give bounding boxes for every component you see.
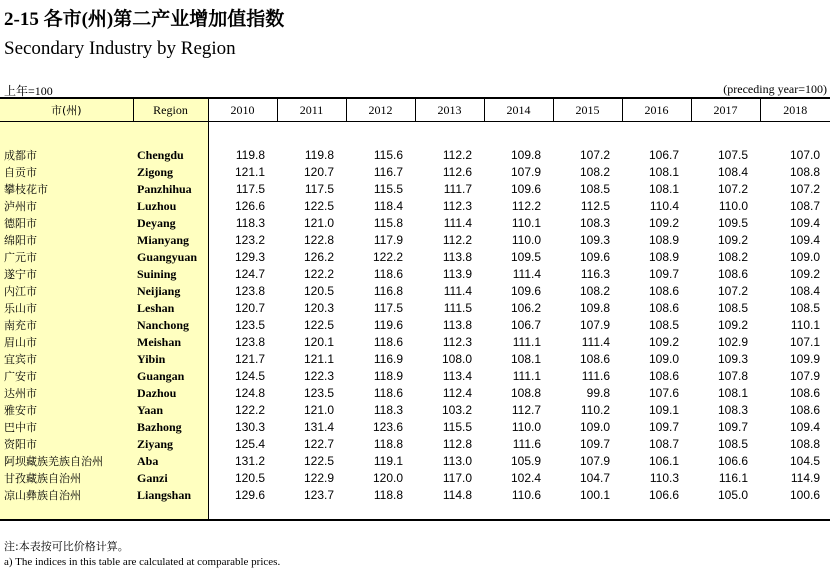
page-title-english: Secondary Industry by Region [4,38,236,59]
column-header-year: 2011 [277,98,346,122]
index-value-cell: 112.4 [442,386,472,400]
index-value-cell: 108.6 [579,352,610,366]
city-name-cn: 阿坝藏族羌族自治州 [0,453,133,470]
city-name-cn: 成都市 [0,147,133,164]
column-header-city: 市(州) [0,98,133,122]
column-header-year: 2018 [760,98,830,122]
column-header-year: 2012 [346,98,415,122]
column-header-year: 2016 [622,98,691,122]
index-value-cell: 108.6 [789,386,820,400]
index-value-cell: 113.8 [442,318,472,332]
index-value-cell: 107.1 [789,335,820,349]
table-row [0,402,830,419]
index-value-cell: 106.1 [648,454,679,468]
index-value-cell: 109.0 [789,250,820,264]
index-value-cell: 131.2 [234,454,265,468]
index-value-cell: 110.0 [511,420,541,434]
table-row [0,198,830,215]
index-value-cell: 120.7 [234,301,265,315]
index-value-cell: 105.9 [510,454,541,468]
index-value-cell: 109.2 [648,216,679,230]
region-name-en: Deyang [133,215,208,232]
index-value-cell: 108.6 [648,369,679,383]
index-value-cell: 122.3 [303,369,334,383]
table-row [0,419,830,436]
index-value-cell: 120.5 [303,284,334,298]
index-value-cell: 107.6 [648,386,679,400]
index-value-cell: 125.4 [234,437,265,451]
index-value-cell: 107.2 [789,182,820,196]
index-value-cell: 119.8 [304,148,334,162]
city-name-cn: 宜宾市 [0,351,133,368]
index-value-cell: 109.4 [789,216,820,230]
index-value-cell: 120.3 [303,301,334,315]
index-value-cell: 109.5 [510,250,541,264]
city-name-cn: 自贡市 [0,164,133,181]
index-value-cell: 115.5 [442,420,472,434]
index-value-cell: 108.3 [579,216,610,230]
index-value-cell: 111.1 [512,369,541,383]
index-value-cell: 110.1 [511,216,541,230]
index-value-cell: 122.5 [303,199,334,213]
table-row [0,487,830,504]
index-value-cell: 107.0 [789,148,820,162]
index-value-cell: 117.5 [304,182,334,196]
index-value-cell: 116.1 [718,471,748,485]
index-value-cell: 108.7 [648,437,679,451]
page-title-chinese: 2-15 各市(州)第二产业增加值指数 [4,9,285,30]
city-name-cn: 南充市 [0,317,133,334]
city-name-cn: 广安市 [0,368,133,385]
index-value-cell: 131.4 [303,420,334,434]
city-name-cn: 巴中市 [0,419,133,436]
index-value-cell: 110.6 [511,488,541,502]
city-name-cn: 攀枝花市 [0,181,133,198]
index-value-cell: 121.1 [234,165,265,179]
index-value-cell: 118.6 [373,386,403,400]
index-value-cell: 107.5 [717,148,748,162]
index-value-cell: 113.4 [442,369,472,383]
index-value-cell: 106.2 [510,301,541,315]
index-value-cell: 106.6 [717,454,748,468]
table-row [0,385,830,402]
index-value-cell: 116.7 [373,165,403,179]
index-value-cell: 117.5 [373,301,403,315]
index-value-cell: 108.9 [648,233,679,247]
index-value-cell: 108.1 [717,386,748,400]
index-value-cell: 117.5 [235,182,265,196]
index-value-cell: 109.2 [717,233,748,247]
index-value-cell: 115.6 [373,148,403,162]
table-row [0,181,830,198]
region-name-en: Guangan [133,368,208,385]
city-name-cn: 甘孜藏族自治州 [0,470,133,487]
index-value-cell: 112.2 [511,199,541,213]
index-value-cell: 109.8 [579,301,610,315]
index-value-cell: 102.9 [717,335,748,349]
index-value-cell: 120.1 [303,335,334,349]
index-value-cell: 109.6 [510,182,541,196]
index-value-cell: 109.8 [510,148,541,162]
index-value-cell: 108.1 [648,182,679,196]
index-value-cell: 122.2 [234,403,265,417]
index-value-cell: 100.1 [579,488,610,502]
index-value-cell: 122.2 [372,250,403,264]
index-value-cell: 110.0 [511,233,541,247]
table-row [0,334,830,351]
index-value-cell: 118.8 [373,488,403,502]
index-value-cell: 123.8 [234,284,265,298]
index-value-cell: 122.9 [303,471,334,485]
index-value-cell: 130.3 [234,420,265,434]
region-name-en: Neijiang [133,283,208,300]
index-value-cell: 109.5 [717,216,748,230]
column-header-year: 2015 [553,98,622,122]
region-name-en: Meishan [133,334,208,351]
index-value-cell: 123.2 [234,233,265,247]
index-value-cell: 119.8 [235,148,265,162]
city-name-cn: 德阳市 [0,215,133,232]
index-value-cell: 124.8 [234,386,265,400]
index-value-cell: 123.8 [234,335,265,349]
index-value-cell: 120.7 [303,165,334,179]
index-value-cell: 109.7 [717,420,748,434]
footnote-english: a) The indices in this table are calculated at comparable prices. [4,556,281,568]
index-value-cell: 108.5 [579,182,610,196]
index-value-cell: 108.9 [648,250,679,264]
region-name-en: Zigong [133,164,208,181]
index-value-cell: 113.0 [442,454,472,468]
index-value-cell: 104.5 [789,454,820,468]
index-value-cell: 109.2 [648,335,679,349]
index-value-cell: 116.8 [373,284,403,298]
index-value-cell: 126.2 [303,250,334,264]
index-value-cell: 108.5 [648,318,679,332]
index-value-cell: 122.7 [303,437,334,451]
index-value-cell: 112.3 [442,335,472,349]
index-value-cell: 108.3 [717,403,748,417]
index-value-cell: 107.9 [789,369,820,383]
index-value-cell: 107.9 [579,454,610,468]
table-row [0,266,830,283]
index-value-cell: 108.8 [510,386,541,400]
index-value-cell: 115.8 [373,216,403,230]
index-value-cell: 107.2 [717,284,748,298]
index-value-cell: 112.6 [442,165,472,179]
index-value-cell: 118.8 [373,437,403,451]
index-value-cell: 120.0 [372,471,403,485]
table-row [0,368,830,385]
index-value-cell: 118.9 [373,369,403,383]
index-value-cell: 123.5 [303,386,334,400]
unit-note-chinese: 上年=100 [4,84,53,98]
index-value-cell: 109.2 [789,267,820,281]
data-table [0,97,830,521]
region-name-en: Mianyang [133,232,208,249]
index-value-cell: 109.3 [579,233,610,247]
index-value-cell: 111.6 [512,437,541,451]
index-value-cell: 108.2 [579,284,610,298]
index-value-cell: 118.4 [373,199,403,213]
city-name-cn: 绵阳市 [0,232,133,249]
index-value-cell: 106.7 [510,318,541,332]
index-value-cell: 107.2 [717,182,748,196]
table-row [0,147,830,164]
index-value-cell: 129.3 [234,250,265,264]
index-value-cell: 110.4 [649,199,679,213]
index-value-cell: 109.6 [579,250,610,264]
table-row [0,215,830,232]
index-value-cell: 111.4 [581,335,610,349]
index-value-cell: 108.2 [579,165,610,179]
index-value-cell: 129.6 [234,488,265,502]
table-row [0,300,830,317]
index-value-cell: 108.8 [789,165,820,179]
index-value-cell: 111.4 [512,267,541,281]
unit-note-english: (preceding year=100) [723,82,827,96]
spacer-row [0,504,830,520]
footnote-chinese: 注:本表按可比价格计算。 [4,540,129,553]
index-value-cell: 109.0 [648,352,679,366]
index-value-cell: 109.2 [717,318,748,332]
city-name-cn: 遂宁市 [0,266,133,283]
index-value-cell: 108.4 [717,165,748,179]
region-name-en: Nanchong [133,317,208,334]
table-header-row [0,98,830,122]
index-value-cell: 111.6 [581,369,610,383]
index-value-cell: 108.8 [789,437,820,451]
index-value-cell: 111.5 [443,301,472,315]
table-row [0,317,830,334]
city-name-cn: 资阳市 [0,436,133,453]
city-name-cn: 乐山市 [0,300,133,317]
region-name-en: Guangyuan [133,249,208,266]
index-value-cell: 108.1 [648,165,679,179]
region-name-en: Suining [133,266,208,283]
index-value-cell: 108.2 [717,250,748,264]
index-value-cell: 108.7 [789,199,820,213]
index-value-cell: 107.9 [510,165,541,179]
column-header-year: 2017 [691,98,760,122]
region-name-en: Liangshan [133,487,208,504]
table-row [0,453,830,470]
index-value-cell: 103.2 [441,403,472,417]
index-value-cell: 124.7 [234,267,265,281]
index-value-cell: 109.3 [717,352,748,366]
index-value-cell: 109.6 [510,284,541,298]
index-value-cell: 108.6 [789,403,820,417]
index-value-cell: 123.5 [234,318,265,332]
index-value-cell: 112.8 [442,437,472,451]
region-name-en: Ganzi [133,470,208,487]
city-name-cn: 达州市 [0,385,133,402]
index-value-cell: 108.5 [717,437,748,451]
index-value-cell: 110.1 [790,318,820,332]
index-value-cell: 112.7 [511,403,541,417]
index-value-cell: 108.5 [789,301,820,315]
column-header-region: Region [133,98,208,122]
index-value-cell: 108.4 [789,284,820,298]
index-value-cell: 116.3 [580,267,610,281]
index-value-cell: 109.7 [648,420,679,434]
index-value-cell: 111.4 [443,284,472,298]
index-value-cell: 102.4 [510,471,541,485]
index-value-cell: 122.5 [303,454,334,468]
index-value-cell: 107.9 [579,318,610,332]
index-value-cell: 112.2 [442,148,472,162]
index-value-cell: 113.9 [442,267,472,281]
index-value-cell: 109.9 [789,352,820,366]
index-value-cell: 122.5 [303,318,334,332]
index-value-cell: 106.7 [648,148,679,162]
index-value-cell: 116.9 [373,352,403,366]
index-value-cell: 109.7 [648,267,679,281]
region-name-en: Panzhihua [133,181,208,198]
region-name-en: Yaan [133,402,208,419]
city-name-cn: 雅安市 [0,402,133,419]
index-value-cell: 108.1 [510,352,541,366]
index-value-cell: 106.6 [648,488,679,502]
table-row [0,351,830,368]
index-value-cell: 100.6 [789,488,820,502]
index-value-cell: 109.1 [648,403,679,417]
index-value-cell: 114.8 [442,488,472,502]
index-value-cell: 112.5 [580,199,610,213]
index-value-cell: 112.2 [442,233,472,247]
city-name-cn: 凉山彝族自治州 [0,487,133,504]
index-value-cell: 123.7 [303,488,334,502]
table-row [0,283,830,300]
index-value-cell: 108.6 [648,301,679,315]
table-row [0,436,830,453]
index-value-cell: 111.1 [512,335,541,349]
index-value-cell: 108.6 [648,284,679,298]
index-value-cell: 126.6 [234,199,265,213]
index-value-cell: 109.4 [789,420,820,434]
region-name-en: Yibin [133,351,208,368]
index-value-cell: 121.0 [303,403,334,417]
spacer-row [0,122,830,148]
index-value-cell: 107.8 [717,369,748,383]
index-value-cell: 99.8 [586,386,610,400]
column-header-year: 2014 [484,98,553,122]
region-name-en: Chengdu [133,147,208,164]
index-value-cell: 118.6 [373,267,403,281]
table-row [0,164,830,181]
region-name-en: Bazhong [133,419,208,436]
region-name-en: Ziyang [133,436,208,453]
region-name-en: Aba [133,453,208,470]
index-value-cell: 108.5 [717,301,748,315]
index-value-cell: 117.9 [373,233,403,247]
index-value-cell: 117.0 [442,471,472,485]
column-header-year: 2013 [415,98,484,122]
city-name-cn: 广元市 [0,249,133,266]
index-value-cell: 119.6 [373,318,403,332]
index-value-cell: 105.0 [717,488,748,502]
index-value-cell: 118.3 [373,403,403,417]
index-value-cell: 121.0 [303,216,334,230]
index-value-cell: 118.3 [235,216,265,230]
index-value-cell: 119.1 [373,454,403,468]
index-value-cell: 113.8 [442,250,472,264]
city-name-cn: 泸州市 [0,198,133,215]
index-value-cell: 112.3 [442,199,472,213]
index-value-cell: 115.5 [373,182,403,196]
index-value-cell: 111.7 [443,182,472,196]
table-body [0,122,830,521]
index-value-cell: 108.6 [717,267,748,281]
index-value-cell: 122.2 [303,267,334,281]
region-name-en: Dazhou [133,385,208,402]
index-value-cell: 111.4 [443,216,472,230]
index-value-cell: 108.0 [441,352,472,366]
index-value-cell: 104.7 [579,471,610,485]
index-value-cell: 109.0 [579,420,610,434]
index-value-cell: 110.3 [649,471,679,485]
index-value-cell: 110.0 [718,199,748,213]
column-header-year: 2010 [208,98,277,122]
table-row [0,232,830,249]
index-value-cell: 121.7 [234,352,265,366]
index-value-cell: 122.8 [303,233,334,247]
region-name-en: Leshan [133,300,208,317]
index-value-cell: 107.2 [579,148,610,162]
index-value-cell: 110.2 [580,403,610,417]
index-value-cell: 109.4 [789,233,820,247]
index-value-cell: 121.1 [303,352,334,366]
index-value-cell: 124.5 [234,369,265,383]
index-value-cell: 123.6 [372,420,403,434]
index-value-cell: 109.7 [579,437,610,451]
table-row [0,249,830,266]
table-row [0,470,830,487]
region-name-en: Luzhou [133,198,208,215]
index-value-cell: 120.5 [234,471,265,485]
city-name-cn: 内江市 [0,283,133,300]
index-value-cell: 114.9 [790,471,820,485]
index-value-cell: 118.6 [373,335,403,349]
city-name-cn: 眉山市 [0,334,133,351]
